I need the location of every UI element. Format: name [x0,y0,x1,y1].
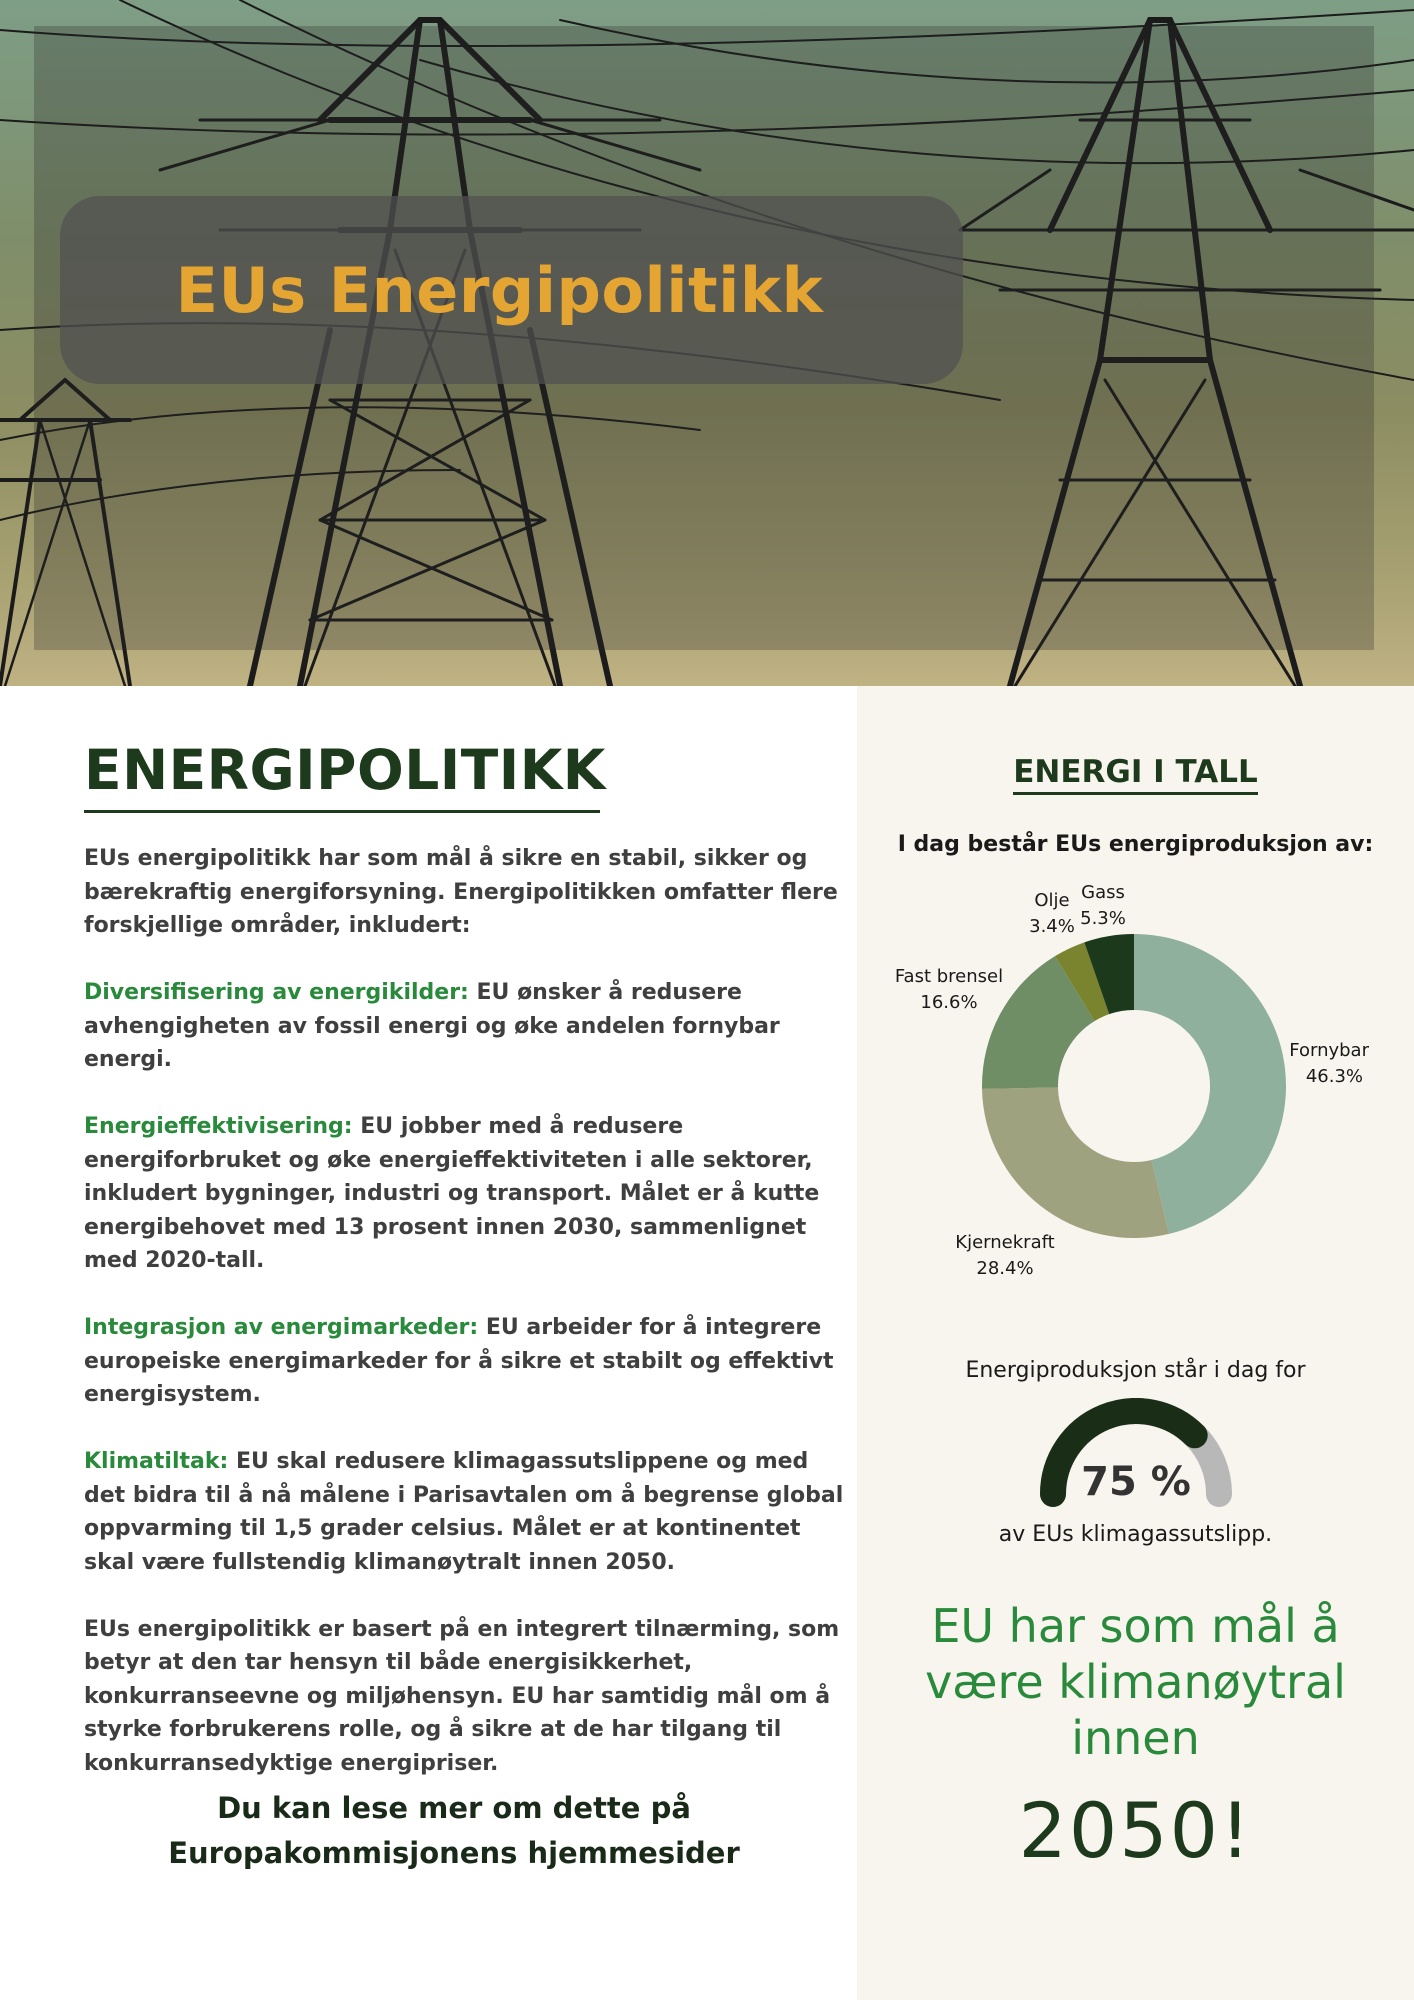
paragraph-diversification [84,976,844,1077]
facts-sidebar [857,686,1414,2000]
heading-underline [84,810,600,813]
cta-line-2: Europakommisjonens hjemmesider [168,1836,740,1870]
paragraph-efficiency [84,1110,844,1278]
intro-paragraph: EUs energipolitikk har som mål å sikre en stabil, sikker og bærekraftig energiforsyning. Energipolitikken omfatter flere forskjellige områder, inkludert: [84,846,838,938]
slice-value-label: 28.4% [976,1258,1034,1279]
section-heading: ENERGIPOLITIKK [84,738,606,802]
slice-value-label: 3.4% [1029,916,1075,937]
title-banner [60,196,963,384]
climate-goal-text: EU har som mål å være klimanøytral innen [925,1599,1346,1765]
slice-value-label: 16.6% [920,992,978,1013]
slice-value-label: 5.3% [1080,908,1126,929]
read-more-callout [84,1786,824,1876]
slice-category-label: Fast brensel [894,966,1004,987]
slice-category-label: Olje [1034,890,1070,911]
page-title: EUs Energipolitikk [175,253,824,327]
sidebar-heading: ENERGI I TALL [1013,754,1258,795]
term-description: EU ønsker å redusere avhengigheten av fossil energi og øke andelen fornybar energi. [84,980,780,1072]
slice-category-label: Gass [1081,882,1125,903]
term-label: Diversifisering av energikilder: [84,980,469,1005]
slice-category-label: Fornybar [1289,1040,1369,1061]
term-label: Klimatiltak: [84,1449,229,1474]
gauge-value: 75 % [1081,1459,1191,1505]
donut-chart-svg [857,686,1414,1326]
term-label: Energieffektivisering: [84,1114,353,1139]
paragraph-climate [84,1445,844,1579]
term-description: EU jobber med å redusere energiforbruket og øke energieffektiviteten i alle sektorer, inkludert bygninger, industri og transport. Målet er å kutte energibehovet med 13 prosent innen 2030, sammenlignet med 2020-tall. [84,1114,820,1273]
hero-banner [0,0,1414,686]
paragraph-integration [84,1311,844,1412]
closing-paragraph: EUs energipolitikk er basert på en integrert tilnærming, som betyr at den tar hensyn til både energisikkerhet, konkurranseevne og miljøhensyn. EU har samtidig mål om å styrke forbrukerens rolle, og å sikre at de har tilgang til konkurransedyktige energipriser. [84,1616,840,1776]
gauge-caption-bottom: av EUs klimagassutslipp. [998,1522,1273,1547]
slice-value-label: 46.3% [1305,1066,1363,1087]
term-description: EU arbeider for å integrere europeiske energimarkeder for å sikre et stabilt og effektivt energisystem. [84,1315,834,1407]
body-text [84,842,844,1814]
donut-slice-kjernekraft [982,1087,1169,1238]
climate-goal-year: 2050! [1018,1786,1253,1875]
energy-mix-chart [857,686,1414,1326]
gauge-caption-top: Energiproduksjon står i dag for [965,1358,1306,1383]
term-description: EU skal redusere klimagassutslippene og med det bidra til å nå målene i Parisavtalen om å begrense global oppvarming til 1,5 grader celsius. Målet er at kontinentet skal være fullstendig klimanøytralt innen 2050. [84,1449,844,1575]
term-label: Integrasjon av energimarkeder: [84,1315,479,1340]
cta-line-1: Du kan lese mer om dette på [217,1791,691,1825]
slice-category-label: Kjernekraft [955,1232,1055,1253]
chart-title: I dag består EUs energiproduksjon av: [897,832,1374,857]
